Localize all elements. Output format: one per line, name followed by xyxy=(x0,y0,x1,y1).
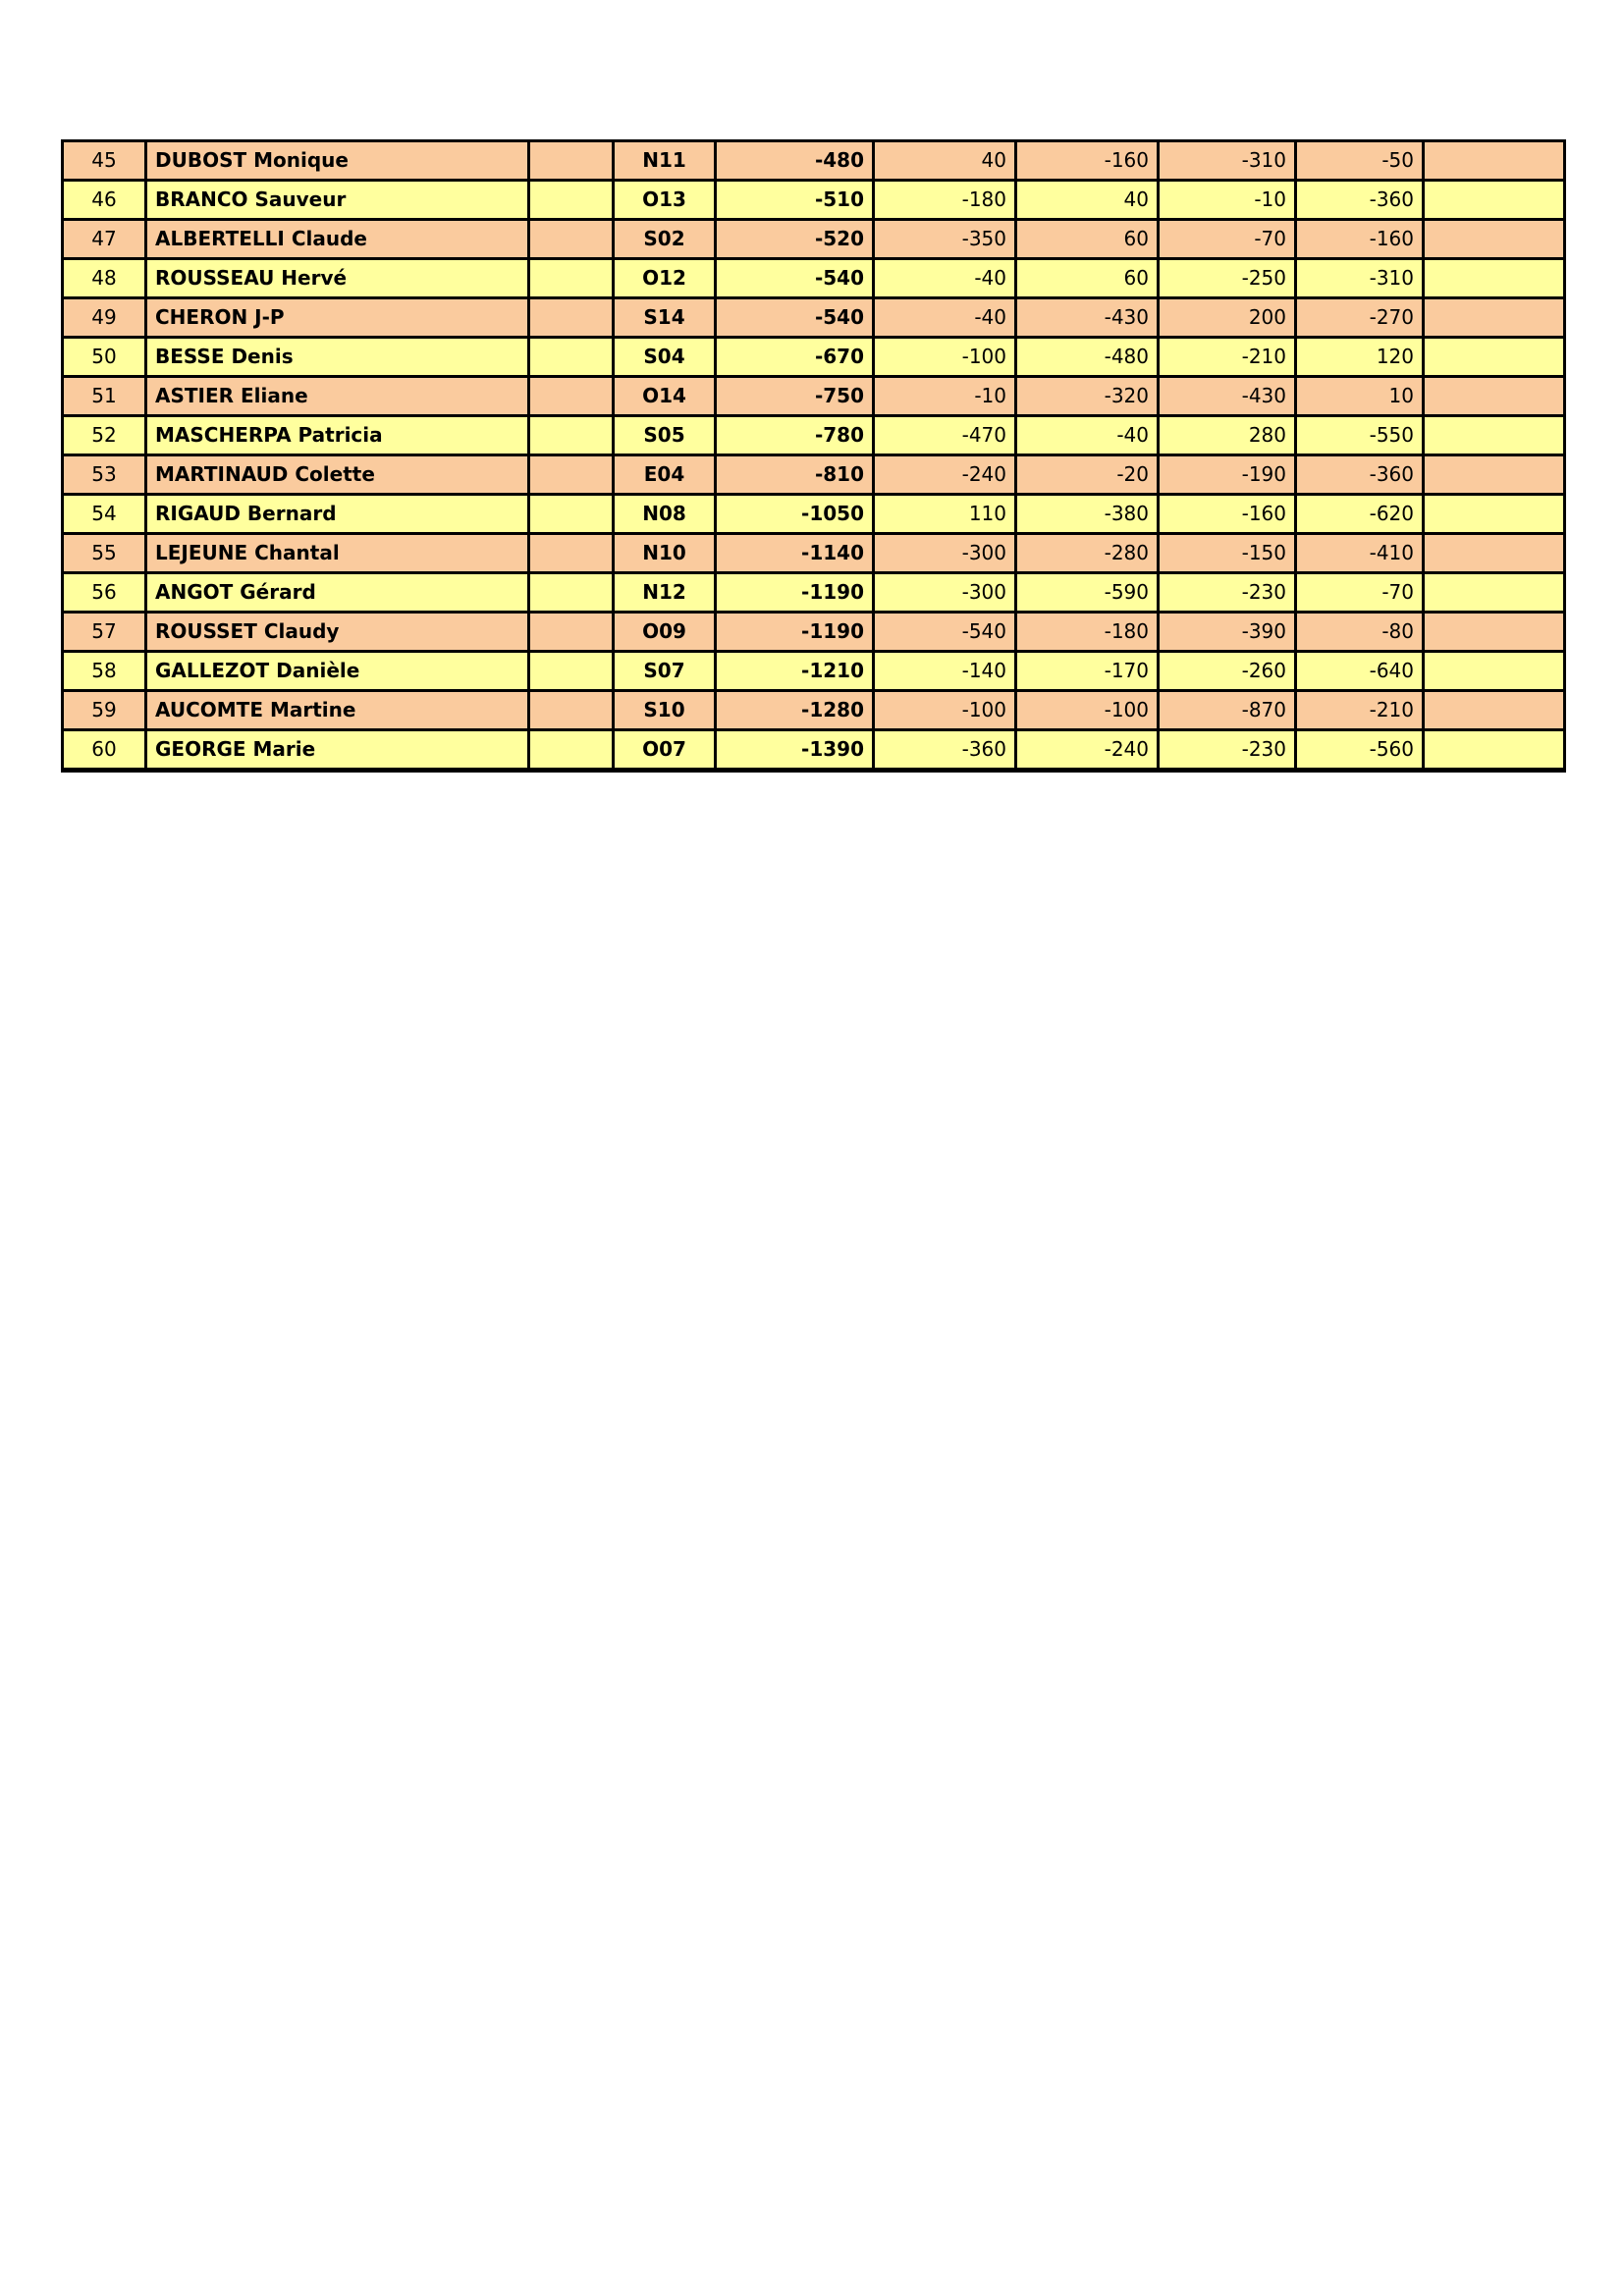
score-2-cell: -430 xyxy=(1016,298,1159,338)
score-2-cell: -100 xyxy=(1016,691,1159,730)
rank-cell: 52 xyxy=(63,416,146,455)
spacer-cell xyxy=(529,220,614,259)
total-cell: -480 xyxy=(716,141,874,181)
score-4-cell: -270 xyxy=(1296,298,1424,338)
total-cell: -780 xyxy=(716,416,874,455)
code-cell: S10 xyxy=(614,691,716,730)
spacer-cell xyxy=(529,181,614,220)
name-cell: RIGAUD Bernard xyxy=(146,495,529,534)
rank-cell: 58 xyxy=(63,652,146,691)
score-3-cell: -430 xyxy=(1159,377,1296,416)
spacer-end-cell xyxy=(1424,691,1565,730)
total-cell: -1190 xyxy=(716,573,874,613)
score-2-cell: -590 xyxy=(1016,573,1159,613)
rank-cell: 45 xyxy=(63,141,146,181)
spacer-cell xyxy=(529,534,614,573)
total-cell: -1050 xyxy=(716,495,874,534)
score-2-cell: -240 xyxy=(1016,730,1159,771)
total-cell: -810 xyxy=(716,455,874,495)
score-1-cell: -100 xyxy=(874,691,1016,730)
score-1-cell: -140 xyxy=(874,652,1016,691)
spacer-cell xyxy=(529,141,614,181)
code-cell: N12 xyxy=(614,573,716,613)
score-3-cell: -70 xyxy=(1159,220,1296,259)
score-4-cell: -360 xyxy=(1296,455,1424,495)
score-1-cell: -100 xyxy=(874,338,1016,377)
spacer-cell xyxy=(529,573,614,613)
total-cell: -1140 xyxy=(716,534,874,573)
name-cell: AUCOMTE Martine xyxy=(146,691,529,730)
score-3-cell: -10 xyxy=(1159,181,1296,220)
score-1-cell: -300 xyxy=(874,534,1016,573)
spacer-cell xyxy=(529,652,614,691)
score-2-cell: -480 xyxy=(1016,338,1159,377)
score-1-cell: -360 xyxy=(874,730,1016,771)
score-4-cell: -360 xyxy=(1296,181,1424,220)
spacer-end-cell xyxy=(1424,259,1565,298)
table-row xyxy=(63,534,1565,573)
table-row xyxy=(63,259,1565,298)
spacer-end-cell xyxy=(1424,573,1565,613)
score-3-cell: -870 xyxy=(1159,691,1296,730)
score-4-cell: 10 xyxy=(1296,377,1424,416)
code-cell: S07 xyxy=(614,652,716,691)
score-2-cell: -160 xyxy=(1016,141,1159,181)
score-3-cell: -250 xyxy=(1159,259,1296,298)
total-cell: -520 xyxy=(716,220,874,259)
name-cell: ROUSSET Claudy xyxy=(146,613,529,652)
score-4-cell: -640 xyxy=(1296,652,1424,691)
table-row xyxy=(63,573,1565,613)
score-1-cell: -540 xyxy=(874,613,1016,652)
name-cell: ASTIER Eliane xyxy=(146,377,529,416)
total-cell: -540 xyxy=(716,259,874,298)
score-1-cell: -300 xyxy=(874,573,1016,613)
spacer-end-cell xyxy=(1424,220,1565,259)
score-4-cell: -70 xyxy=(1296,573,1424,613)
spacer-end-cell xyxy=(1424,495,1565,534)
code-cell: S14 xyxy=(614,298,716,338)
score-4-cell: -160 xyxy=(1296,220,1424,259)
spacer-end-cell xyxy=(1424,141,1565,181)
rank-cell: 59 xyxy=(63,691,146,730)
rank-cell: 55 xyxy=(63,534,146,573)
score-2-cell: 60 xyxy=(1016,220,1159,259)
score-3-cell: -190 xyxy=(1159,455,1296,495)
total-cell: -510 xyxy=(716,181,874,220)
table-row xyxy=(63,691,1565,730)
spacer-end-cell xyxy=(1424,416,1565,455)
rank-cell: 51 xyxy=(63,377,146,416)
name-cell: ALBERTELLI Claude xyxy=(146,220,529,259)
total-cell: -540 xyxy=(716,298,874,338)
name-cell: MASCHERPA Patricia xyxy=(146,416,529,455)
spacer-cell xyxy=(529,338,614,377)
rank-cell: 53 xyxy=(63,455,146,495)
score-1-cell: -470 xyxy=(874,416,1016,455)
spacer-end-cell xyxy=(1424,730,1565,771)
total-cell: -1190 xyxy=(716,613,874,652)
code-cell: S05 xyxy=(614,416,716,455)
score-4-cell: 120 xyxy=(1296,338,1424,377)
score-2-cell: -180 xyxy=(1016,613,1159,652)
score-1-cell: 110 xyxy=(874,495,1016,534)
score-3-cell: -150 xyxy=(1159,534,1296,573)
code-cell: E04 xyxy=(614,455,716,495)
score-1-cell: -180 xyxy=(874,181,1016,220)
code-cell: O07 xyxy=(614,730,716,771)
table-row xyxy=(63,652,1565,691)
spacer-cell xyxy=(529,377,614,416)
score-4-cell: -50 xyxy=(1296,141,1424,181)
table-row xyxy=(63,220,1565,259)
total-cell: -1210 xyxy=(716,652,874,691)
name-cell: GALLEZOT Danièle xyxy=(146,652,529,691)
table-row xyxy=(63,377,1565,416)
score-4-cell: -550 xyxy=(1296,416,1424,455)
spacer-end-cell xyxy=(1424,338,1565,377)
score-3-cell: -390 xyxy=(1159,613,1296,652)
score-2-cell: 40 xyxy=(1016,181,1159,220)
code-cell: O12 xyxy=(614,259,716,298)
spacer-end-cell xyxy=(1424,455,1565,495)
name-cell: ROUSSEAU Hervé xyxy=(146,259,529,298)
code-cell: S02 xyxy=(614,220,716,259)
rank-cell: 57 xyxy=(63,613,146,652)
name-cell: BESSE Denis xyxy=(146,338,529,377)
spacer-cell xyxy=(529,495,614,534)
spacer-cell xyxy=(529,455,614,495)
score-4-cell: -620 xyxy=(1296,495,1424,534)
score-2-cell: -280 xyxy=(1016,534,1159,573)
code-cell: O14 xyxy=(614,377,716,416)
score-1-cell: 40 xyxy=(874,141,1016,181)
spacer-end-cell xyxy=(1424,377,1565,416)
score-1-cell: -40 xyxy=(874,298,1016,338)
score-2-cell: -20 xyxy=(1016,455,1159,495)
spacer-end-cell xyxy=(1424,181,1565,220)
score-1-cell: -40 xyxy=(874,259,1016,298)
rank-cell: 54 xyxy=(63,495,146,534)
score-3-cell: -210 xyxy=(1159,338,1296,377)
spacer-cell xyxy=(529,691,614,730)
table-row xyxy=(63,416,1565,455)
rank-cell: 46 xyxy=(63,181,146,220)
score-1-cell: -10 xyxy=(874,377,1016,416)
table-row xyxy=(63,181,1565,220)
table-row xyxy=(63,298,1565,338)
name-cell: GEORGE Marie xyxy=(146,730,529,771)
name-cell: ANGOT Gérard xyxy=(146,573,529,613)
spacer-end-cell xyxy=(1424,652,1565,691)
rank-cell: 48 xyxy=(63,259,146,298)
spacer-end-cell xyxy=(1424,613,1565,652)
name-cell: LEJEUNE Chantal xyxy=(146,534,529,573)
score-3-cell: -230 xyxy=(1159,730,1296,771)
table-row xyxy=(63,141,1565,181)
score-3-cell: -230 xyxy=(1159,573,1296,613)
table-row xyxy=(63,455,1565,495)
table-row xyxy=(63,495,1565,534)
score-3-cell: 200 xyxy=(1159,298,1296,338)
score-2-cell: -380 xyxy=(1016,495,1159,534)
score-4-cell: -310 xyxy=(1296,259,1424,298)
spacer-cell xyxy=(529,730,614,771)
spacer-end-cell xyxy=(1424,534,1565,573)
score-2-cell: -170 xyxy=(1016,652,1159,691)
rank-cell: 47 xyxy=(63,220,146,259)
score-4-cell: -210 xyxy=(1296,691,1424,730)
score-3-cell: 280 xyxy=(1159,416,1296,455)
score-1-cell: -350 xyxy=(874,220,1016,259)
score-1-cell: -240 xyxy=(874,455,1016,495)
name-cell: DUBOST Monique xyxy=(146,141,529,181)
score-2-cell: -320 xyxy=(1016,377,1159,416)
spacer-cell xyxy=(529,259,614,298)
rank-cell: 49 xyxy=(63,298,146,338)
score-4-cell: -80 xyxy=(1296,613,1424,652)
code-cell: O09 xyxy=(614,613,716,652)
code-cell: N08 xyxy=(614,495,716,534)
score-3-cell: -260 xyxy=(1159,652,1296,691)
name-cell: BRANCO Sauveur xyxy=(146,181,529,220)
score-2-cell: -40 xyxy=(1016,416,1159,455)
name-cell: CHERON J-P xyxy=(146,298,529,338)
table-row xyxy=(63,730,1565,771)
total-cell: -750 xyxy=(716,377,874,416)
score-2-cell: 60 xyxy=(1016,259,1159,298)
total-cell: -1280 xyxy=(716,691,874,730)
rank-cell: 56 xyxy=(63,573,146,613)
total-cell: -1390 xyxy=(716,730,874,771)
table-row xyxy=(63,338,1565,377)
code-cell: S04 xyxy=(614,338,716,377)
code-cell: O13 xyxy=(614,181,716,220)
table-row xyxy=(63,613,1565,652)
score-4-cell: -560 xyxy=(1296,730,1424,771)
rank-cell: 50 xyxy=(63,338,146,377)
name-cell: MARTINAUD Colette xyxy=(146,455,529,495)
spacer-cell xyxy=(529,416,614,455)
code-cell: N10 xyxy=(614,534,716,573)
spacer-end-cell xyxy=(1424,298,1565,338)
rank-cell: 60 xyxy=(63,730,146,771)
score-3-cell: -160 xyxy=(1159,495,1296,534)
score-3-cell: -310 xyxy=(1159,141,1296,181)
code-cell: N11 xyxy=(614,141,716,181)
results-table-body xyxy=(63,141,1565,771)
spacer-cell xyxy=(529,613,614,652)
score-4-cell: -410 xyxy=(1296,534,1424,573)
spacer-cell xyxy=(529,298,614,338)
total-cell: -670 xyxy=(716,338,874,377)
results-table xyxy=(61,139,1566,773)
